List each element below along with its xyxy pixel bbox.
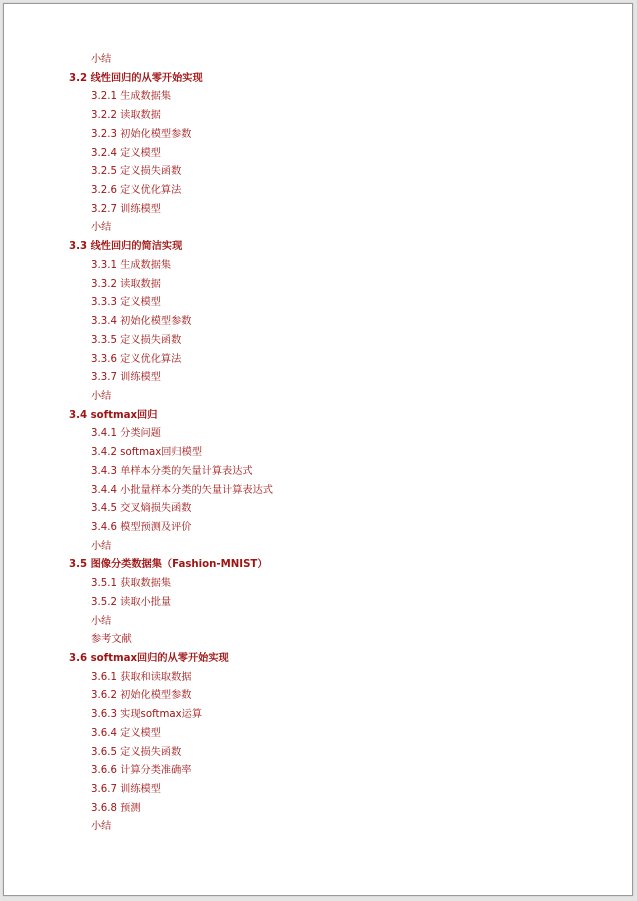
toc-subsection-link[interactable]: 3.3.5 定义损失函数 — [91, 334, 182, 346]
toc-subsection-link[interactable]: 3.3.7 训练模型 — [91, 372, 161, 384]
toc-subsection-link[interactable]: 3.2.5 定义损失函数 — [91, 166, 182, 178]
toc-subsection-link[interactable]: 3.2.3 初始化模型参数 — [91, 128, 192, 140]
toc-subsection-link[interactable]: 3.3.6 定义优化算法 — [91, 353, 182, 365]
toc-subsection-link[interactable]: 参考文献 — [91, 634, 132, 646]
toc-subsection-link[interactable]: 3.4.4 小批量样本分类的矢量计算表达式 — [91, 484, 273, 496]
toc-subsection-link[interactable]: 小结 — [91, 540, 112, 552]
table-of-contents — [4, 51, 632, 837]
toc-subsection-link[interactable]: 3.6.4 定义模型 — [91, 727, 161, 739]
toc-section-link[interactable]: 3.5 图像分类数据集（Fashion-MNIST） — [69, 559, 268, 571]
toc-subsection-link[interactable]: 3.2.2 读取数据 — [91, 110, 161, 122]
toc-subsection-link[interactable]: 3.3.1 生成数据集 — [91, 259, 172, 271]
toc-section-link[interactable]: 3.3 线性回归的简洁实现 — [69, 241, 183, 253]
toc-subsection-link[interactable]: 3.6.8 预测 — [91, 802, 141, 814]
toc-subsection-link[interactable]: 3.5.1 获取数据集 — [91, 578, 172, 590]
toc-subsection-link[interactable]: 3.2.7 训练模型 — [91, 203, 161, 215]
toc-subsection-link[interactable]: 3.4.3 单样本分类的矢量计算表达式 — [91, 465, 253, 477]
toc-subsection-link[interactable]: 3.3.2 读取数据 — [91, 278, 161, 290]
toc-subsection-link[interactable]: 3.6.1 获取和读取数据 — [91, 671, 192, 683]
toc-subsection-link[interactable]: 3.6.6 计算分类准确率 — [91, 765, 192, 777]
toc-subsection-link[interactable]: 3.3.3 定义模型 — [91, 297, 161, 309]
toc-subsection-link[interactable]: 小结 — [91, 821, 112, 833]
toc-subsection-link[interactable]: 3.6.3 实现softmax运算 — [91, 709, 203, 721]
toc-subsection-link[interactable]: 3.4.5 交叉熵损失函数 — [91, 503, 192, 515]
toc-subsection-link[interactable]: 小结 — [91, 390, 112, 402]
toc-subsection-link[interactable]: 3.2.6 定义优化算法 — [91, 185, 182, 197]
toc-subsection-link[interactable]: 3.6.5 定义损失函数 — [91, 746, 182, 758]
toc-subsection-link[interactable]: 3.6.7 训练模型 — [91, 784, 161, 796]
toc-section-link[interactable]: 3.2 线性回归的从零开始实现 — [69, 72, 203, 84]
toc-subsection-link[interactable]: 小结 — [91, 222, 112, 234]
toc-subsection-link[interactable]: 小结 — [91, 615, 112, 627]
toc-subsection-link[interactable]: 3.2.4 定义模型 — [91, 147, 161, 159]
document-page — [3, 3, 633, 896]
toc-subsection-link[interactable]: 3.4.6 模型预测及评价 — [91, 521, 192, 533]
toc-section-link[interactable]: 3.4 softmax回归 — [69, 409, 158, 421]
toc-subsection-link[interactable]: 3.4.1 分类问题 — [91, 428, 161, 440]
toc-subsection-link[interactable]: 3.5.2 读取小批量 — [91, 596, 172, 608]
toc-subsection-link[interactable]: 3.6.2 初始化模型参数 — [91, 690, 192, 702]
toc-subsection-link[interactable]: 3.3.4 初始化模型参数 — [91, 316, 192, 328]
toc-subsection-link[interactable]: 3.2.1 生成数据集 — [91, 91, 172, 103]
toc-subsection-link[interactable]: 3.4.2 softmax回归模型 — [91, 447, 203, 459]
toc-section-link[interactable]: 3.6 softmax回归的从零开始实现 — [69, 653, 229, 664]
toc-subsection-link[interactable]: 小结 — [91, 54, 112, 65]
